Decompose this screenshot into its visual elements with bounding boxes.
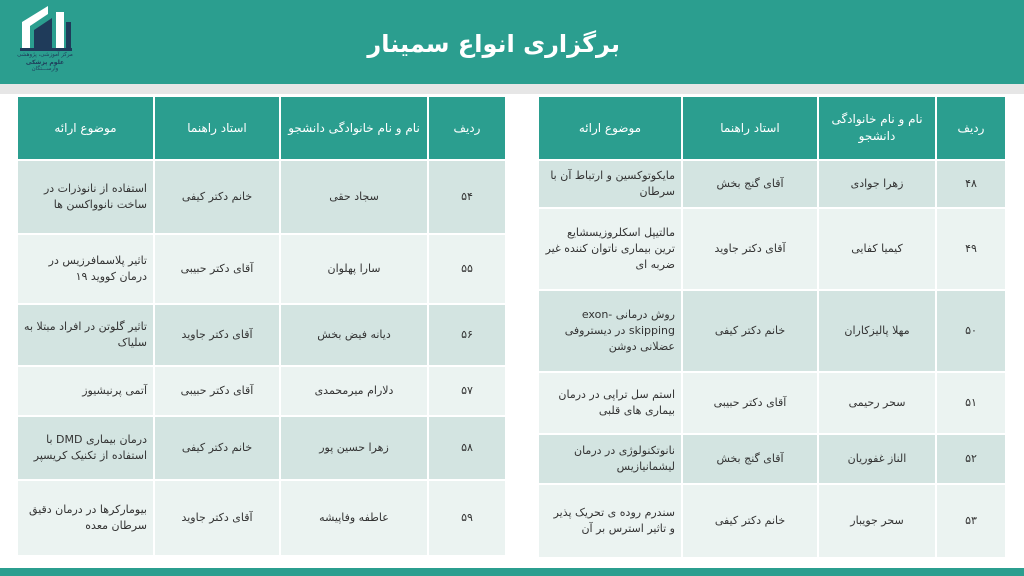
cell-student: سجاد حقی <box>280 160 428 234</box>
cell-student: دیانه فیض بخش <box>280 304 428 366</box>
table-row <box>17 480 506 556</box>
cell-advisor: آقای دکتر حبیبی <box>154 366 280 416</box>
cell-index: ۴۸ <box>936 160 1006 208</box>
logo-caption <box>16 52 74 73</box>
cell-topic: تاثیر پلاسمافرزیس در درمان کووید ۱۹ <box>17 234 154 304</box>
cell-advisor: خانم دکتر کیفی <box>682 484 818 558</box>
cell-student: الناز غفوریان <box>818 434 936 484</box>
cell-index: ۵۵ <box>428 234 506 304</box>
table-row <box>538 290 1006 372</box>
table-row <box>538 372 1006 434</box>
cell-index: ۵۴ <box>428 160 506 234</box>
cell-index: ۵۳ <box>936 484 1006 558</box>
cell-index: ۴۹ <box>936 208 1006 290</box>
table-row <box>538 434 1006 484</box>
header-topic: موضوع ارائه <box>17 96 154 160</box>
page-title: برگزاری انواع سمینار <box>367 30 620 58</box>
header-topic: موضوع ارائه <box>538 96 682 160</box>
cell-advisor: خانم دکتر کیفی <box>154 416 280 480</box>
table-row <box>17 304 506 366</box>
cell-topic: بیومارکرها در درمان دقیق سرطان معده <box>17 480 154 556</box>
table-row <box>17 416 506 480</box>
cell-topic: تاثیر گلوتن در افراد مبتلا به سلیاک <box>17 304 154 366</box>
footer-bar <box>0 568 1024 576</box>
cell-student: سحر رحیمی <box>818 372 936 434</box>
table-row <box>538 160 1006 208</box>
cell-advisor: آقای دکتر جاوید <box>682 208 818 290</box>
cell-advisor: آقای گنج بخش <box>682 434 818 484</box>
logo-line-1: مرکز آموزشی، پژوهشی <box>17 52 73 58</box>
cell-advisor: آقای دکتر حبیبی <box>154 234 280 304</box>
cell-advisor: خانم دکتر کیفی <box>682 290 818 372</box>
table-header-row <box>538 96 1006 160</box>
cell-student: سحر جویبار <box>818 484 936 558</box>
table-row <box>17 366 506 416</box>
table-row <box>17 234 506 304</box>
cell-topic: نانوتکنولوژی در درمان لیشمانیازیس <box>538 434 682 484</box>
header-index: ردیف <box>936 96 1006 160</box>
cell-index: ۵۸ <box>428 416 506 480</box>
cell-topic: مالتیپل اسکلروزیسشایع ترین بیماری ناتوان کننده غیر ضربه ای <box>538 208 682 290</box>
header-advisor: استاد راهنما <box>154 96 280 160</box>
cell-student: کیمیا کفایی <box>818 208 936 290</box>
cell-index: ۵۶ <box>428 304 506 366</box>
cell-student: سارا پهلوان <box>280 234 428 304</box>
cell-student: مهلا پالیزکاران <box>818 290 936 372</box>
cell-index: ۵۱ <box>936 372 1006 434</box>
table-header-row <box>17 96 506 160</box>
cell-index: ۵۲ <box>936 434 1006 484</box>
header-index: ردیف <box>428 96 506 160</box>
cell-topic: مایکوتوکسین و ارتباط آن با سرطان <box>538 160 682 208</box>
cell-topic: استم سل تراپی در درمان بیماری های قلبی <box>538 372 682 434</box>
cell-topic: روش درمانی exon-skipping در دیستروفی عضلانی دوشن <box>538 290 682 372</box>
cell-advisor: خانم دکتر کیفی <box>154 160 280 234</box>
cell-topic: سندرم روده ی تحریک پذیر و تاثیر استرس بر آن <box>538 484 682 558</box>
institute-logo <box>16 4 74 80</box>
header-advisor: استاد راهنما <box>682 96 818 160</box>
table-row <box>538 208 1006 290</box>
cell-student: زهرا حسین پور <box>280 416 428 480</box>
cell-student: زهرا جوادی <box>818 160 936 208</box>
cell-topic: استفاده از نانوذرات در ساخت نانوواکسن ها <box>17 160 154 234</box>
seminar-table-right <box>537 95 1007 559</box>
table-row <box>538 484 1006 558</box>
header-student: نام و نام خانوادگی دانشجو <box>280 96 428 160</box>
cell-advisor: آقای دکتر جاوید <box>154 304 280 366</box>
seminar-table-left <box>16 95 507 557</box>
cell-index: ۵۷ <box>428 366 506 416</box>
cell-index: ۵۰ <box>936 290 1006 372</box>
header-student: نام و نام خانوادگی دانشجو <box>818 96 936 160</box>
cell-advisor: آقای دکتر جاوید <box>154 480 280 556</box>
cell-topic: درمان بیماری DMD با استفاده از تکنیک کریسپر <box>17 416 154 480</box>
cell-student: دلارام میرمحمدی <box>280 366 428 416</box>
cell-index: ۵۹ <box>428 480 506 556</box>
table-row <box>17 160 506 234</box>
cell-student: عاطفه وفاپیشه <box>280 480 428 556</box>
cell-topic: آتمی پرنیشیوز <box>17 366 154 416</box>
cell-advisor: آقای گنج بخش <box>682 160 818 208</box>
cell-advisor: آقای دکتر حبیبی <box>682 372 818 434</box>
logo-line-3: وارســـتگان <box>31 66 59 72</box>
title-underline <box>0 84 1024 94</box>
logo-line-2: علوم پزشکی <box>25 59 65 66</box>
logo-emblem-icon <box>16 4 74 52</box>
